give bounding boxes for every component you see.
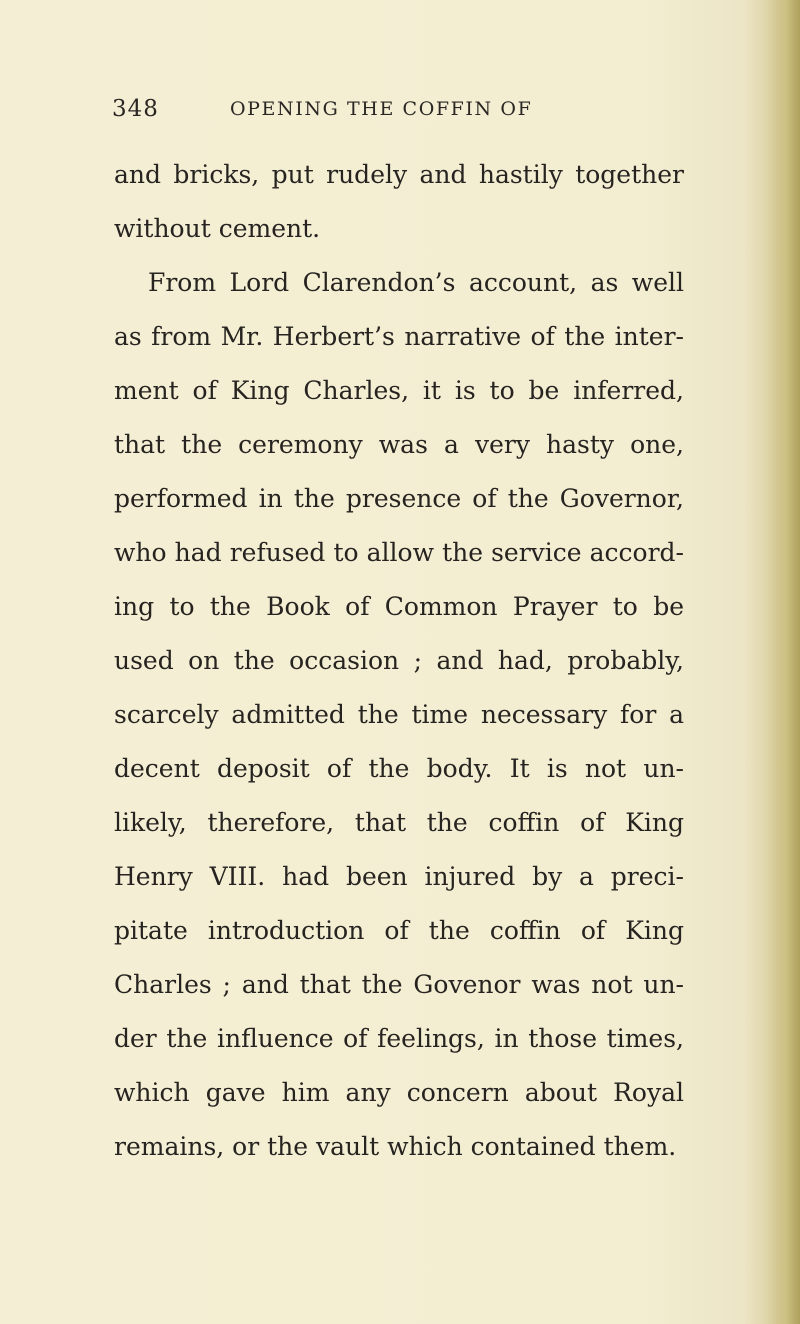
text-line: decent deposit of the body. It is not un- xyxy=(114,754,684,783)
text-line: without cement. xyxy=(114,214,321,243)
running-header xyxy=(112,96,672,136)
text-line: performed in the presence of the Governor, xyxy=(114,484,684,513)
text-line: ment of King Charles, it is to be inferred, xyxy=(114,376,684,405)
page-edge-shadow xyxy=(766,0,800,1324)
page-number: 348 xyxy=(112,96,159,122)
text-line: that the ceremony was a very hasty one, xyxy=(114,430,684,459)
text-line: used on the occasion ; and had, probably, xyxy=(114,646,684,675)
text-line: as from Mr. Herbert’s narrative of the inter- xyxy=(114,322,684,351)
text-line: remains, or the vault which contained them. xyxy=(114,1132,677,1161)
body-text xyxy=(114,148,684,1248)
text-line: From Lord Clarendon’s account, as well xyxy=(148,268,684,297)
text-line: Charles ; and that the Govenor was not un- xyxy=(114,970,684,999)
text-line: ing to the Book of Common Prayer to be xyxy=(114,592,684,621)
text-line: which gave him any concern about Royal xyxy=(114,1078,684,1107)
text-line: scarcely admitted the time necessary for a xyxy=(114,700,684,729)
text-line: der the influence of feelings, in those times, xyxy=(114,1024,684,1053)
text-line: and bricks, put rudely and hastily together xyxy=(114,160,684,189)
running-title: OPENING THE COFFIN OF xyxy=(230,98,533,120)
text-line: who had refused to allow the service accord- xyxy=(114,538,684,567)
text-line: Henry VIII. had been injured by a preci- xyxy=(114,862,684,891)
text-line: pitate introduction of the coffin of King xyxy=(114,916,684,945)
text-line: likely, therefore, that the coffin of King xyxy=(114,808,684,837)
